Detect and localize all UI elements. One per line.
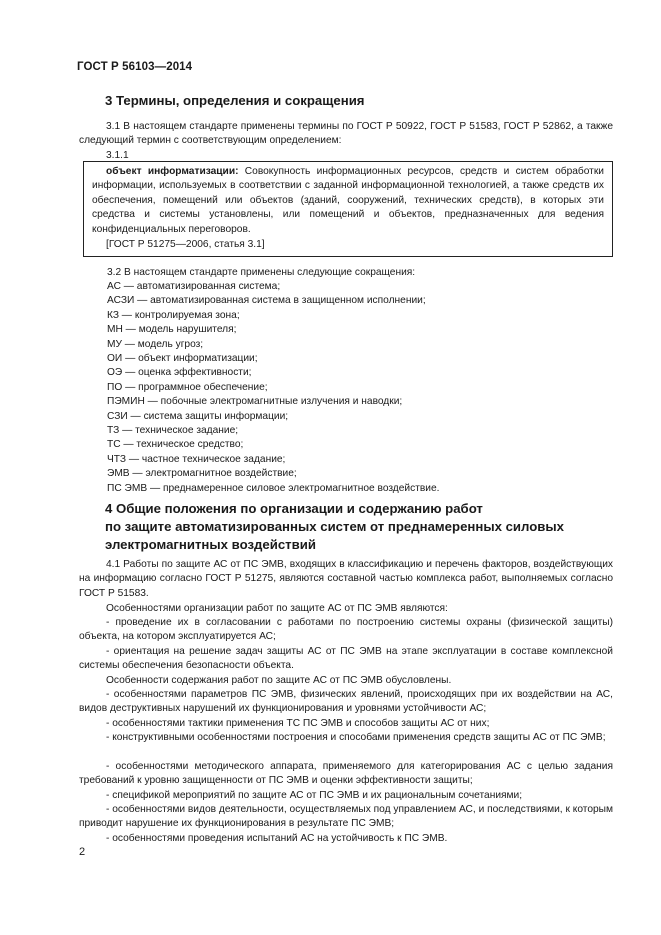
- paragraph-content-item-4: - особенностями методического аппарата, применяемого для категорирования АС с целью задания требований к уровню защищенности от ПС ЭМВ и оценки эффективности защиты;: [79, 761, 613, 787]
- paragraph-3-1-1: 3.1.1: [106, 150, 129, 161]
- standard-header: ГОСТ Р 56103—2014: [77, 61, 193, 73]
- paragraph-org-item-2: - ориентация на решение задач защиты АС от ПС ЭМВ на этапе эксплуатации в составе комплексной системы обеспечения безопасности объекта.: [79, 646, 613, 672]
- abbreviation-item: МН — модель нарушителя;: [107, 324, 237, 336]
- term-definition-box: [83, 161, 613, 257]
- abbreviation-item: ЭМВ — электромагнитное воздействие;: [107, 468, 297, 480]
- paragraph-content-item-7: - особенностями проведения испытаний АС на устойчивость к ПС ЭМВ.: [106, 833, 448, 844]
- paragraph-3-2: 3.2 В настоящем стандарте применены следующие сокращения:: [107, 267, 416, 278]
- term-name: объект информатизации:: [106, 166, 239, 177]
- paragraph-content-item-3: - конструктивными особенностями построения и способами применения средств защиты АС от ПС ЭМВ;: [106, 732, 606, 743]
- paragraph-org-item-1: - проведение их в согласовании с работами по построению системы охраны (физической защиты) объекта, на котором эксплуатируется АС;: [79, 617, 613, 643]
- paragraph-content-item-1: - особенностями параметров ПС ЭМВ, физических явлений, происходящих при их воздействии на АС, видов деструктивных нарушений их функционирования и уровнями устойчивости АС;: [79, 689, 613, 715]
- paragraph-4-1: 4.1 Работы по защите АС от ПС ЭМВ, входящих в классификацию и перечень факторов, воздействующих на информацию согласно ГОСТ Р 51275, являются составной частью комплекса работ, выполняемых согласно ГОСТ Р 51583.: [79, 559, 613, 599]
- term-reference: [ГОСТ Р 51275—2006, статья 3.1]: [106, 239, 265, 250]
- paragraph-content-item-5: - спецификой мероприятий по защите АС от ПС ЭМВ и их рациональным сочетаниями;: [106, 790, 523, 801]
- section-4-title-line: электромагнитных воздействий: [105, 537, 316, 552]
- abbreviation-list: [107, 280, 439, 496]
- abbreviation-item: АСЗИ — автоматизированная система в защищенном исполнении;: [107, 295, 426, 307]
- term-definition: [92, 165, 604, 237]
- abbreviation-item: ПЭМИН — побочные электромагнитные излучения и наводки;: [107, 396, 403, 408]
- abbreviation-item: СЗИ — система защиты информации;: [107, 410, 289, 422]
- paragraph-content-item-6: - особенностями видов деятельности, осуществляемых под управлением АС, и последствиями, к которым приводит нарушение их функционирования в результате ПС ЭМВ;: [79, 804, 613, 830]
- abbreviation-item: ОЭ — оценка эффективности;: [107, 367, 252, 379]
- section-4-title-line: 4 Общие положения по организации и содержанию работ: [105, 501, 483, 516]
- abbreviation-item: МУ — модель угроз;: [107, 338, 204, 350]
- section-4-title-line: по защите автоматизированных систем от преднамеренных силовых: [105, 519, 564, 534]
- term-definition-text: Совокупность информационных ресурсов, средств и систем обработки информации, используемых в соответствии с заданной информационной технологией, а также средств их обеспечения, помещений или объектов (зданий, сооружений, технических средств), в которых эти средства и системы установлены, или помещений и объектов, предназначенных для ведения конфиденциальных переговоров.: [92, 166, 604, 235]
- section-4-title: [105, 500, 564, 554]
- section-3-title: 3 Термины, определения и сокращения: [105, 93, 365, 108]
- abbreviation-item: ТС — техническое средство;: [107, 439, 244, 451]
- abbreviation-item: АС — автоматизированная система;: [107, 281, 281, 292]
- paragraph-org-intro: Особенностями организации работ по защите АС от ПС ЭМВ являются:: [106, 603, 448, 614]
- abbreviation-item: ЧТЗ — частное техническое задание;: [107, 453, 286, 465]
- abbreviation-item: ПС ЭМВ — преднамеренное силовое электромагнитное воздействие.: [107, 482, 440, 494]
- abbreviation-item: ТЗ — техническое задание;: [107, 425, 239, 437]
- page-number: 2: [79, 846, 86, 858]
- paragraph-3-1: 3.1 В настоящем стандарте применены термины по ГОСТ Р 50922, ГОСТ Р 51583, ГОСТ Р 52862, а также следующий термин с соответствующим определением:: [79, 121, 613, 147]
- paragraph-content-intro: Особенности содержания работ по защите АС от ПС ЭМВ обусловлены.: [106, 675, 452, 686]
- abbreviation-item: КЗ — контролируемая зона;: [107, 309, 240, 321]
- paragraph-content-item-2: - особенностями тактики применения ТС ПС ЭМВ и способов защиты АС от них;: [106, 718, 490, 729]
- abbreviation-item: ПО — программное обеспечение;: [107, 381, 268, 393]
- abbreviation-item: ОИ — объект информатизации;: [107, 353, 258, 365]
